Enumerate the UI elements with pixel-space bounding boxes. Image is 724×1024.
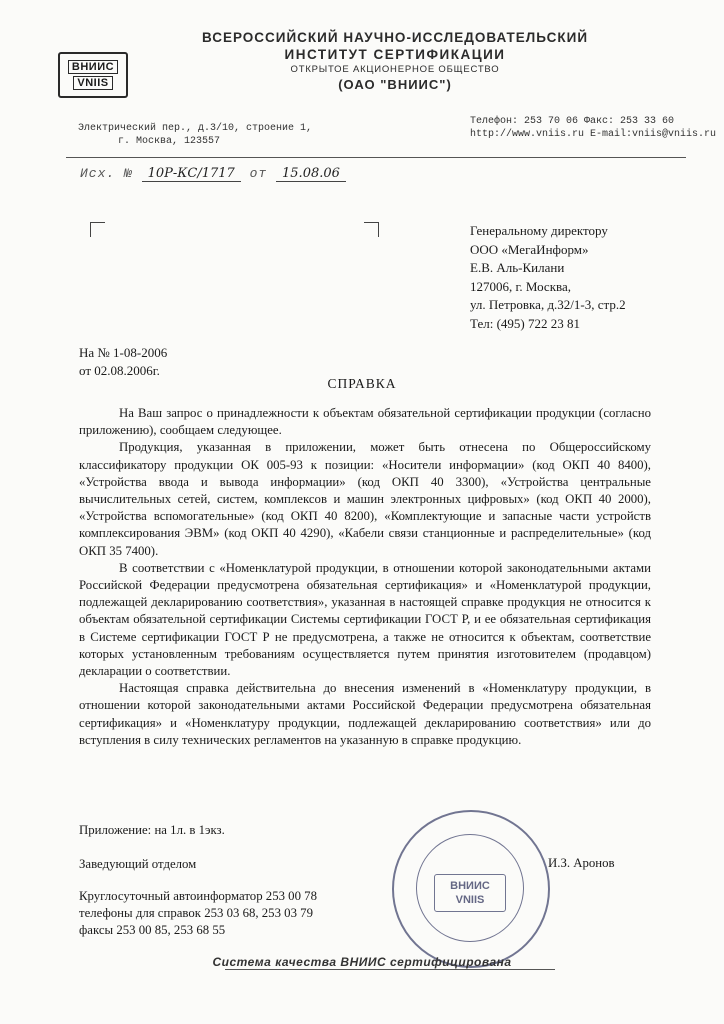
address-line-1: Электрический пер., д.3/10, строение 1, bbox=[78, 123, 313, 134]
header-line-4: (ОАО "ВНИИС") bbox=[338, 77, 452, 92]
fax-line: факсы 253 00 85, 253 68 55 bbox=[79, 923, 226, 937]
phones-block bbox=[79, 888, 317, 939]
recipient-position: Генеральному директору bbox=[470, 223, 608, 238]
ref-date-label: от bbox=[249, 166, 268, 181]
head-of-department: Заведующий отделом bbox=[79, 857, 197, 871]
recipient-block bbox=[470, 222, 626, 333]
outgoing-reference bbox=[80, 166, 346, 182]
signer-name: И.З. Аронов bbox=[548, 856, 615, 870]
recipient-company: ООО «МегаИнформ» bbox=[470, 241, 589, 257]
stamp-logo bbox=[434, 874, 506, 912]
stamp-text-en: VNIIS bbox=[455, 894, 485, 906]
paragraph-3: В соответствии с «Номенклатурой продукции, в отношении которой законодательными актами Российской Федерации предусмотрена обязательная сертификация» и «Номенклатурой продукции, подлежащей декларированию соответствия», указанная в настоящей справке продукция не относится к объектам обязательной сертификации Системы сертификации ГОСТ Р, и ее обязательная сертификация в Системе сертификации ГОСТ Р не предусмотрена, а также не относится к объектам, соответствие которых установленным требованиям осуществляется путем принятия изготовителем (продавцом) декларации о соответствии. bbox=[79, 560, 651, 679]
address-corner-left bbox=[90, 222, 105, 237]
paragraph-4: Настоящая справка действительна до внесения изменений в «Номенклатуру продукции, в отношении которой законодательными актами Российской Федерации предусмотрена обязательная сертификация» и «Номенклатуру продукции, подлежащей декларированию соответствия» или до вступления в силу технических регламентов на указанную в справке продукцию. bbox=[79, 681, 651, 747]
quality-rule bbox=[225, 969, 555, 970]
official-stamp bbox=[392, 810, 550, 968]
document-title: СПРАВКА bbox=[327, 376, 397, 391]
contacts-web-email: http://www.vniis.ru E-mail:vniis@vniis.ru bbox=[470, 129, 717, 140]
ref-number-label: Исх. № bbox=[80, 166, 133, 181]
header-line-3: ОТКРЫТОЕ АКЦИОНЕРНОЕ ОБЩЕСТВО bbox=[290, 64, 500, 75]
recipient-phone: Тел: (495) 722 23 81 bbox=[470, 315, 580, 331]
ref-number: 10Р-КС/1717 bbox=[147, 166, 235, 181]
attachment-note: Приложение: на 1л. в 1экз. bbox=[79, 823, 225, 837]
paragraph-1: На Ваш запрос о принадлежности к объектам обязательной сертификации продукции (согласно приложению), сообщаем следующее. bbox=[79, 406, 651, 438]
recipient-city: 127006, г. Москва, bbox=[470, 278, 571, 294]
logo-text-en: VNIIS bbox=[73, 76, 112, 90]
header-line-2: ИНСТИТУТ СЕРТИФИКАЦИИ bbox=[284, 47, 506, 62]
autoinformer-line: Круглосуточный автоинформатор 253 00 78 bbox=[79, 889, 317, 903]
recipient-street: ул. Петровка, д.32/1-3, стр.2 bbox=[470, 297, 626, 312]
paragraph-2: Продукция, указанная в приложении, может быть отнесена по Общероссийскому классификатору продукции ОК 005-93 к позиции: «Носители информации» (код ОКП 40 8400), «Устройства ввода и вывода информации» (код ОКП 40 3300), «Устройства центральные вычислительных сетей, систем, комплексов и машин электронных цифровых» (код ОКП 40 2000), «Устройства вспомогательные» (код ОКП 40 8200), «Комплектующие и запасные части устройств комплексирования ЭВМ» (код ОКП 40 4290), «Кабели связи станционные и распределительные» (код ОКП 35 7400). bbox=[79, 440, 651, 558]
stamp-text-ru: ВНИИС bbox=[450, 880, 490, 892]
recipient-name: Е.В. Аль-Килани bbox=[470, 260, 565, 275]
header-divider bbox=[66, 157, 686, 158]
address-line-2: г. Москва, 123557 bbox=[118, 136, 221, 147]
header-line-1: ВСЕРОССИЙСКИЙ НАУЧНО-ИССЛЕДОВАТЕЛЬСКИЙ bbox=[201, 30, 589, 45]
address-corner-right bbox=[364, 222, 379, 237]
company-logo bbox=[58, 52, 128, 98]
request-date: от 02.08.2006г. bbox=[79, 363, 160, 378]
logo-text-ru: ВНИИС bbox=[68, 60, 118, 74]
request-reference bbox=[79, 344, 167, 380]
quality-certification-line: Система качества ВНИИС сертифицирована bbox=[212, 955, 512, 969]
contacts-phone-fax: Телефон: 253 70 06 Факс: 253 33 60 bbox=[470, 116, 675, 127]
ref-date: 15.08.06 bbox=[282, 166, 340, 181]
request-number: На № 1-08-2006 bbox=[79, 345, 168, 360]
inquiry-phones-line: телефоны для справок 253 03 68, 253 03 79 bbox=[79, 906, 313, 920]
letter-body bbox=[79, 405, 651, 749]
